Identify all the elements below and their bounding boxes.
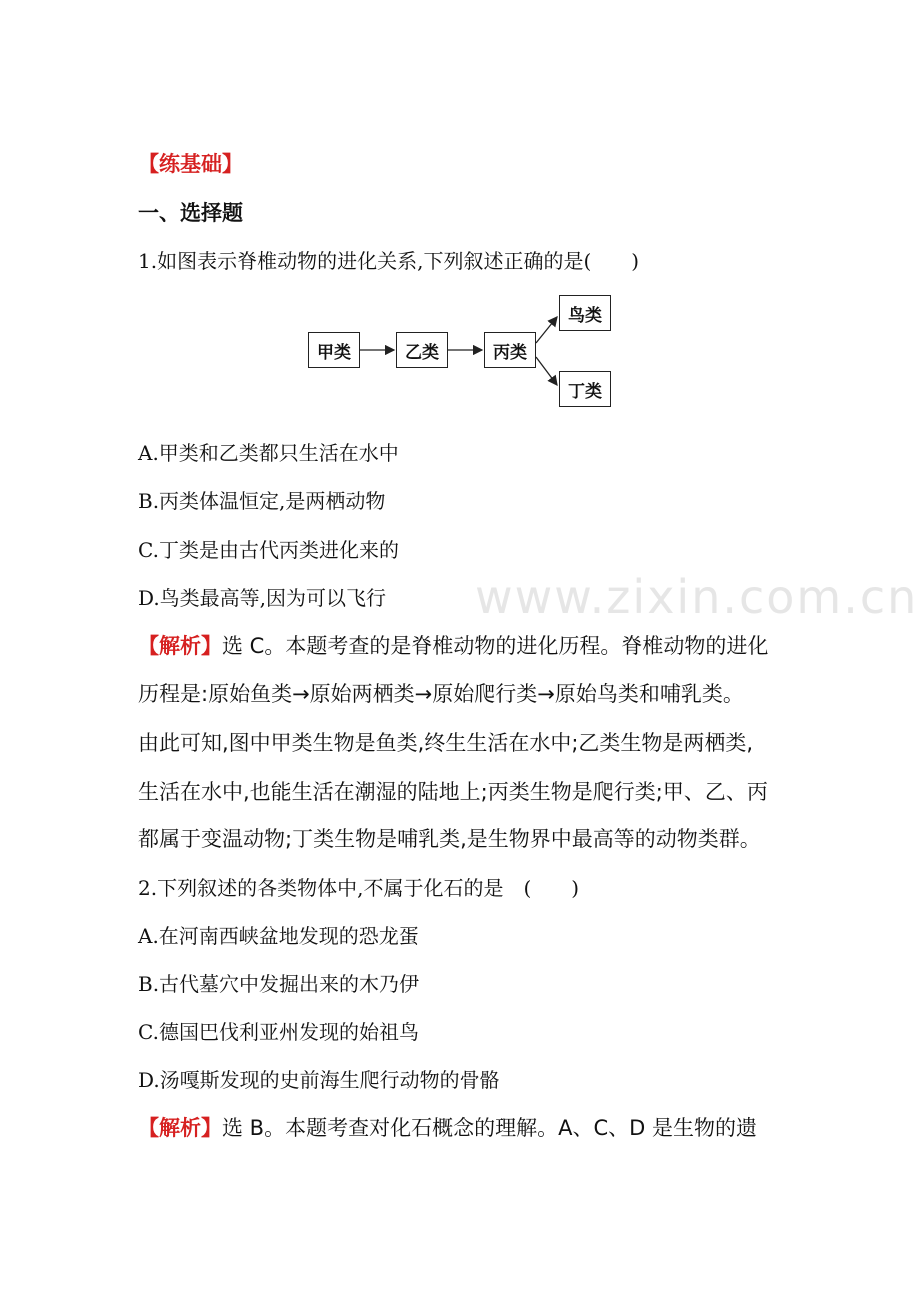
q1-option-b: B.丙类体温恒定,是两栖动物	[138, 489, 386, 513]
q2-option-a: A.在河南西峡盆地发现的恐龙蛋	[138, 924, 419, 948]
watermark: www.zixin.com.cn	[475, 570, 919, 624]
q1-analysis-line-5: 都属于变温动物;丁类生物是哺乳类,是生物界中最高等的动物类群。	[138, 827, 761, 851]
diagram-node-bird: 鸟类	[559, 295, 611, 331]
diagram-node-ding: 丁类	[559, 371, 611, 407]
q1-analysis-line-3: 由此可知,图中甲类生物是鱼类,终生生活在水中;乙类生物是两栖类,	[138, 731, 754, 755]
section-heading: 【练基础】	[138, 152, 243, 176]
diagram-node-yi: 乙类	[396, 332, 448, 368]
q1-analysis-line-4: 生活在水中,也能生活在潮湿的陆地上;丙类生物是爬行类;甲、乙、丙	[138, 780, 768, 804]
q1-analysis-line-1	[138, 630, 768, 660]
q2-stem: 2.下列叙述的各类物体中,不属于化石的是 ( )	[138, 876, 580, 900]
q1-analysis-tag: 【解析】	[138, 634, 222, 658]
diagram-node-jia: 甲类	[308, 332, 360, 368]
q2-option-c: C.德国巴伐利亚州发现的始祖鸟	[138, 1020, 419, 1044]
q1-option-a: A.甲类和乙类都只生活在水中	[138, 441, 399, 465]
q1-analysis-line-2: 历程是:原始鱼类→原始两栖类→原始爬行类→原始鸟类和哺乳类。	[138, 682, 744, 706]
diagram-node-bing: 丙类	[484, 332, 536, 368]
q1-option-d: D.鸟类最高等,因为可以飞行	[138, 586, 387, 610]
q2-option-b: B.古代墓穴中发掘出来的木乃伊	[138, 972, 420, 996]
section-subheading: 一、选择题	[138, 201, 243, 225]
arrow-bing-to-bird	[536, 317, 557, 343]
q2-option-d: D.汤嘎斯发现的史前海生爬行动物的骨骼	[138, 1068, 500, 1092]
q1-option-c: C.丁类是由古代丙类进化来的	[138, 538, 399, 562]
q1-analysis-text: 选 C。本题考查的是脊椎动物的进化历程。脊椎动物的进化	[222, 634, 769, 658]
q2-analysis-line-1	[138, 1112, 757, 1142]
arrow-bing-to-ding	[536, 357, 557, 385]
q1-stem: 1.如图表示脊椎动物的进化关系,下列叙述正确的是( )	[138, 249, 640, 273]
q2-analysis-tag: 【解析】	[138, 1116, 222, 1140]
q2-analysis-text: 选 B。本题考查对化石概念的理解。A、C、D 是生物的遗	[222, 1116, 757, 1140]
